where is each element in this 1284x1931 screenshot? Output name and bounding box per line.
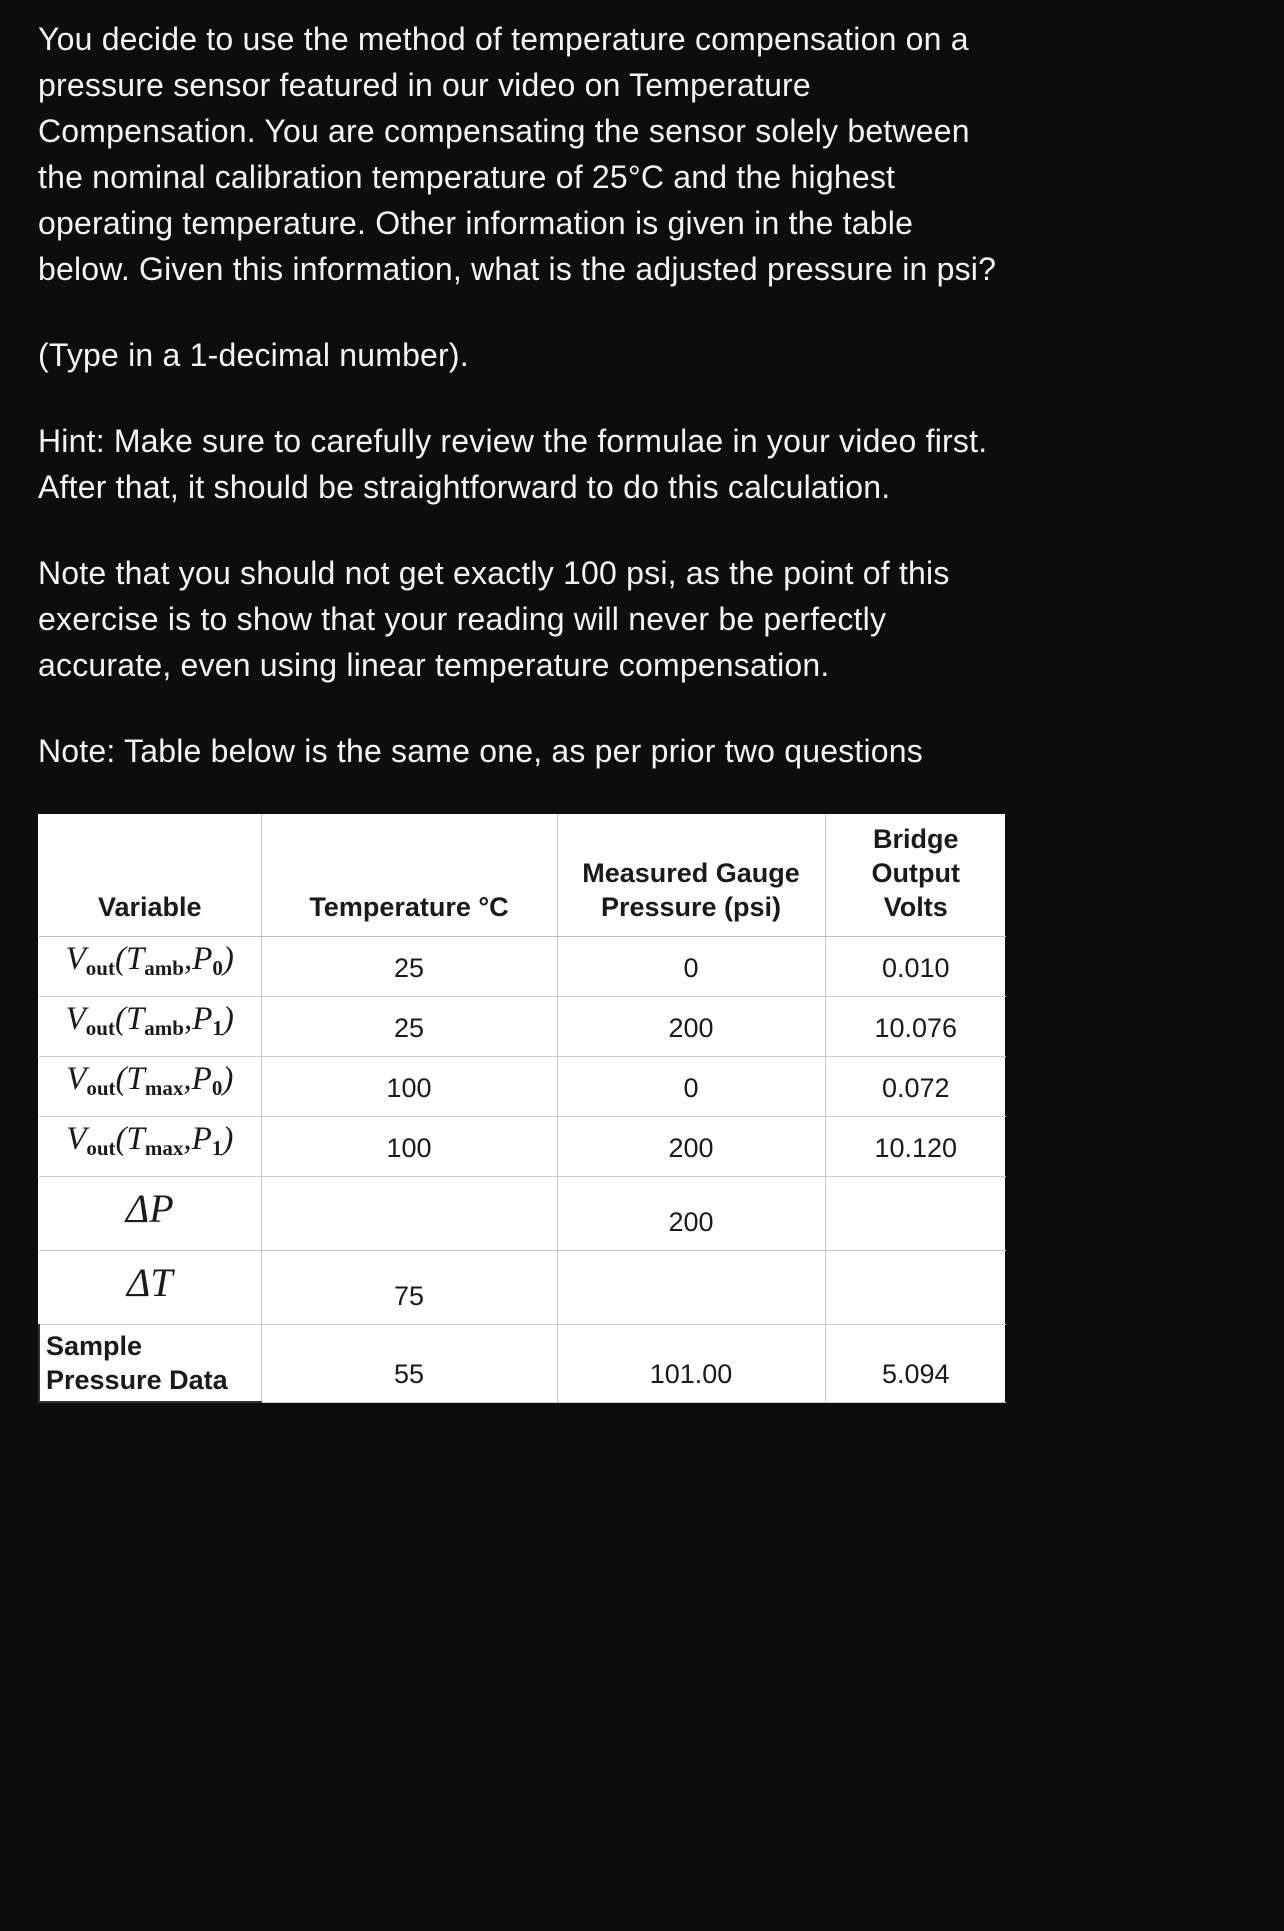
- col-header-variable: Variable: [39, 814, 261, 937]
- hint-text: Hint: Make sure to carefully review the formulae in your video first. After that, it should be straightforward to do this calculation.: [38, 423, 988, 505]
- variable-subscript: amb: [144, 1015, 184, 1040]
- col-header-temperature: Temperature °C: [261, 814, 557, 937]
- table-header-row: [39, 814, 1006, 937]
- variable-subscript: out: [86, 1135, 116, 1160]
- table-row: [39, 1251, 1006, 1325]
- bridge-output-cell: [825, 1251, 1006, 1325]
- variable-symbol: Sample Pressure Data: [46, 1331, 228, 1395]
- sensor-data-table: [38, 814, 1006, 1403]
- variable-symbol: V: [65, 1001, 86, 1037]
- variable-symbol: V: [66, 1121, 87, 1157]
- table-row: [39, 937, 1006, 997]
- bridge-output-cell: [825, 1177, 1006, 1251]
- variable-cell: [39, 1117, 261, 1177]
- pressure-cell: [557, 1251, 825, 1325]
- variable-symbol: (T: [114, 941, 145, 977]
- answer-format-note: (Type in a 1-decimal number).: [38, 337, 469, 373]
- pressure-cell: 200: [557, 1177, 825, 1251]
- bridge-output-cell: 10.120: [825, 1117, 1006, 1177]
- variable-symbol: (T: [115, 1061, 145, 1097]
- table-row: [39, 1177, 1006, 1251]
- variable-symbol: ): [222, 1121, 234, 1157]
- variable-subscript: 0: [212, 955, 223, 980]
- variable-subscript: out: [85, 1015, 115, 1040]
- variable-subscript: 1: [212, 1015, 223, 1040]
- pressure-cell: 0: [557, 1057, 825, 1117]
- col-header-pressure: Measured Gauge Pressure (psi): [557, 814, 825, 937]
- variable-subscript: out: [86, 1075, 116, 1100]
- table-row: [39, 1325, 1006, 1403]
- variable-symbol: P: [192, 941, 213, 977]
- variable-cell: [39, 937, 261, 997]
- variable-subscript: max: [144, 1135, 184, 1160]
- variable-symbol: (T: [114, 1001, 145, 1037]
- table-row: [39, 1117, 1006, 1177]
- accuracy-note: Note that you should not get exactly 100 psi, as the point of this exercise is to show that your reading will never be perfectly accurate, even using linear temperature compensation.: [38, 555, 950, 683]
- table-reference-note: Note: Table below is the same one, as per prior two questions: [38, 733, 923, 769]
- variable-subscript: out: [85, 955, 115, 980]
- variable-symbol: ,: [183, 941, 193, 977]
- temperature-cell: 100: [261, 1117, 557, 1177]
- variable-cell: [39, 1177, 261, 1251]
- variable-cell: [39, 1251, 261, 1325]
- table-body: [39, 937, 1006, 1403]
- variable-symbol: ): [222, 941, 234, 977]
- question-intro: You decide to use the method of temperature compensation on a pressure sensor featured in our video on Temperature Compensation. You are compensating the sensor solely between the nominal calibration temperature of 25°C and the highest operating temperature. Other information is given in the table below. Given this information, what is the adjusted pressure in psi?: [38, 21, 997, 287]
- variable-cell: [39, 997, 261, 1057]
- temperature-cell: 55: [261, 1325, 557, 1403]
- variable-symbol: V: [66, 1061, 87, 1097]
- variable-symbol: P: [192, 1001, 213, 1037]
- bridge-output-cell: 0.010: [825, 937, 1006, 997]
- bridge-output-cell: 5.094: [825, 1325, 1006, 1403]
- variable-symbol: ΔP: [125, 1186, 174, 1231]
- pressure-cell: 101.00: [557, 1325, 825, 1403]
- pressure-cell: 0: [557, 937, 825, 997]
- temperature-cell: 100: [261, 1057, 557, 1117]
- temperature-cell: 75: [261, 1251, 557, 1325]
- variable-subscript: max: [144, 1075, 184, 1100]
- table-row: [39, 997, 1006, 1057]
- variable-symbol: V: [65, 941, 86, 977]
- temperature-cell: 25: [261, 937, 557, 997]
- pressure-cell: 200: [557, 997, 825, 1057]
- temperature-cell: 25: [261, 997, 557, 1057]
- question-text-block: [38, 16, 1244, 774]
- variable-subscript: 0: [211, 1075, 223, 1100]
- variable-symbol: P: [191, 1061, 212, 1097]
- variable-symbol: ,: [183, 1001, 193, 1037]
- variable-symbol: ,: [183, 1121, 192, 1157]
- variable-cell: [39, 1057, 261, 1117]
- variable-symbol: (T: [115, 1121, 145, 1157]
- pressure-cell: 200: [557, 1117, 825, 1177]
- sensor-data-table-container: [38, 814, 1005, 1403]
- variable-cell: [39, 1325, 261, 1403]
- variable-symbol: ): [222, 1001, 234, 1037]
- col-header-bridge-output: Bridge Output Volts: [825, 814, 1006, 937]
- variable-symbol: ,: [183, 1061, 192, 1097]
- variable-subscript: amb: [144, 955, 184, 980]
- table-row: [39, 1057, 1006, 1117]
- bridge-output-cell: 0.072: [825, 1057, 1006, 1117]
- bridge-output-cell: 10.076: [825, 997, 1006, 1057]
- temperature-cell: [261, 1177, 557, 1251]
- variable-symbol: ΔT: [126, 1260, 173, 1305]
- variable-subscript: 1: [211, 1135, 223, 1160]
- variable-symbol: P: [191, 1121, 212, 1157]
- variable-symbol: ): [222, 1061, 234, 1097]
